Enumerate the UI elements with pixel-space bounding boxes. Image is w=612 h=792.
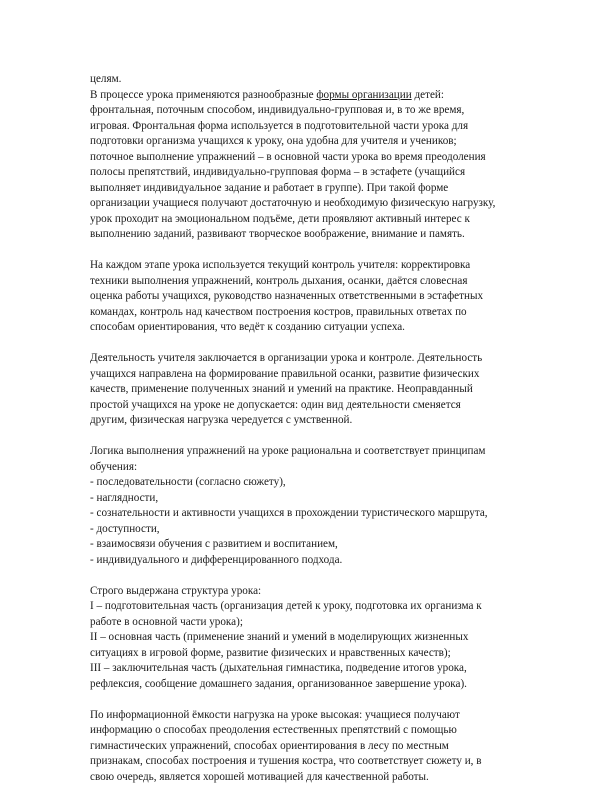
- text-line: Логика выполнения упражнений на уроке рациональна и соответствует принципам: [90, 445, 486, 457]
- text-line: полосы препятствий, индивидуально-групповая форма – в эстафете (учащийся: [90, 166, 466, 178]
- text-line: II – основная часть (применение знаний и умений в моделирующих жизненных: [90, 631, 469, 643]
- text-line: простой учащихся на уроке не допускается: один вид деятельности сменяется: [90, 398, 461, 411]
- text-line: Строго выдержана структура урока:: [90, 584, 262, 597]
- list-item: - последовательности (согласно сюжету),: [90, 476, 286, 488]
- text-line: подготовки организма учащихся к уроку, она удобна для учителя и учеников;: [90, 135, 457, 147]
- text-line: информацию о способах преодоления естественных препятствий с помощью: [90, 724, 457, 736]
- text-line: ситуациях в игровой форме, развитие физических и нравственных качеств);: [90, 646, 451, 659]
- text-line: работе в основной части урока);: [90, 615, 243, 628]
- list-item: - доступности,: [90, 522, 160, 535]
- text-line: фронтальная, поточным способом, индивидуально-групповая и, в то же время,: [90, 104, 465, 116]
- paragraph-activity: [90, 351, 530, 429]
- list-item: - наглядности,: [90, 491, 159, 504]
- text-line: обучения:: [90, 460, 138, 473]
- paragraph-principles: [90, 444, 530, 568]
- text-line: свою очередь, является хорошей мотивацией для качественной работы.: [90, 770, 429, 783]
- text-line: учащихся направлена на формирование правильной осанки, развитие физических: [90, 367, 480, 380]
- paragraph-forms: [90, 88, 530, 243]
- link-forms-organization[interactable]: формы организации: [316, 88, 412, 101]
- text-line: выполняет индивидуальное задание и работает в группе). При такой форме: [90, 181, 449, 194]
- text-line: По информационной ёмкости нагрузка на уроке высокая: учащиеся получают: [90, 708, 460, 721]
- paragraph-gap: [90, 429, 530, 445]
- text-line: признакам, способах построения и тушения костра, что соответствует сюжету и, в: [90, 755, 482, 767]
- text-line: игровая. Фронтальная форма используется в подготовительной части урока для: [90, 119, 469, 132]
- paragraph-gap: [90, 243, 530, 259]
- paragraph-load: [90, 708, 530, 786]
- text-line: организации учащиеся получают достаточную и необходимую физическую нагрузку,: [90, 197, 496, 209]
- text-line: поточное выполнение упражнений – в основной части урока во время преодоления: [90, 150, 486, 163]
- text-line: На каждом этапе урока используется текущий контроль учителя: корректировка: [90, 259, 471, 271]
- paragraph-control: [90, 258, 530, 336]
- text-line: урок проходит на эмоциональном подъёме, дети проявляют активный интерес к: [90, 212, 470, 225]
- paragraph-intro: [90, 72, 530, 88]
- text-line: целям.: [90, 73, 122, 85]
- paragraph-gap: [90, 692, 530, 708]
- text-line: способам ориентирования, что ведёт к созданию ситуации успеха.: [90, 321, 405, 333]
- paragraph-gap: [90, 568, 530, 584]
- list-item: - сознательности и активности учащихся в прохождении туристического маршрута,: [90, 507, 488, 519]
- text-line: III – заключительная часть (дыхательная гимнастика, подведение итогов урока,: [90, 662, 467, 674]
- text-line: командах, контроль над качеством построения костров, правильных ответах по: [90, 305, 467, 318]
- text-line: гимнастических упражнений, способах ориентирования в лесу по местным: [90, 739, 449, 752]
- text-line: качеств, применение полученных знаний и умений на практике. Неоправданный: [90, 383, 473, 395]
- paragraph-structure: [90, 584, 530, 693]
- document-page: [90, 72, 530, 785]
- text-line: [90, 88, 530, 104]
- text-span: В процессе урока применяются разнообразные: [90, 88, 317, 101]
- text-line: другим, физическая нагрузка чередуется с умственной.: [90, 414, 353, 426]
- text-line: I – подготовительная часть (организация детей к уроку, подготовка их организма к: [90, 600, 482, 612]
- list-item: - индивидуального и дифференцированного подхода.: [90, 553, 343, 566]
- text-line: оценка работы учащихся, руководство назначенных ответственными в эстафетных: [90, 290, 484, 302]
- text-line: техники выполнения упражнений, контроль дыхания, осанки, даётся словесная: [90, 274, 468, 287]
- list-item: - взаимосвязи обучения с развитием и воспитанием,: [90, 538, 338, 550]
- text-span: детей:: [411, 88, 444, 101]
- text-line: выполнению заданий, развивают творческое воображение, внимание и память.: [90, 228, 465, 240]
- paragraph-gap: [90, 336, 530, 352]
- text-line: рефлексия, сообщение домашнего задания, организованное завершение урока).: [90, 677, 467, 690]
- text-line: Деятельность учителя заключается в организации урока и контроле. Деятельность: [90, 352, 483, 364]
